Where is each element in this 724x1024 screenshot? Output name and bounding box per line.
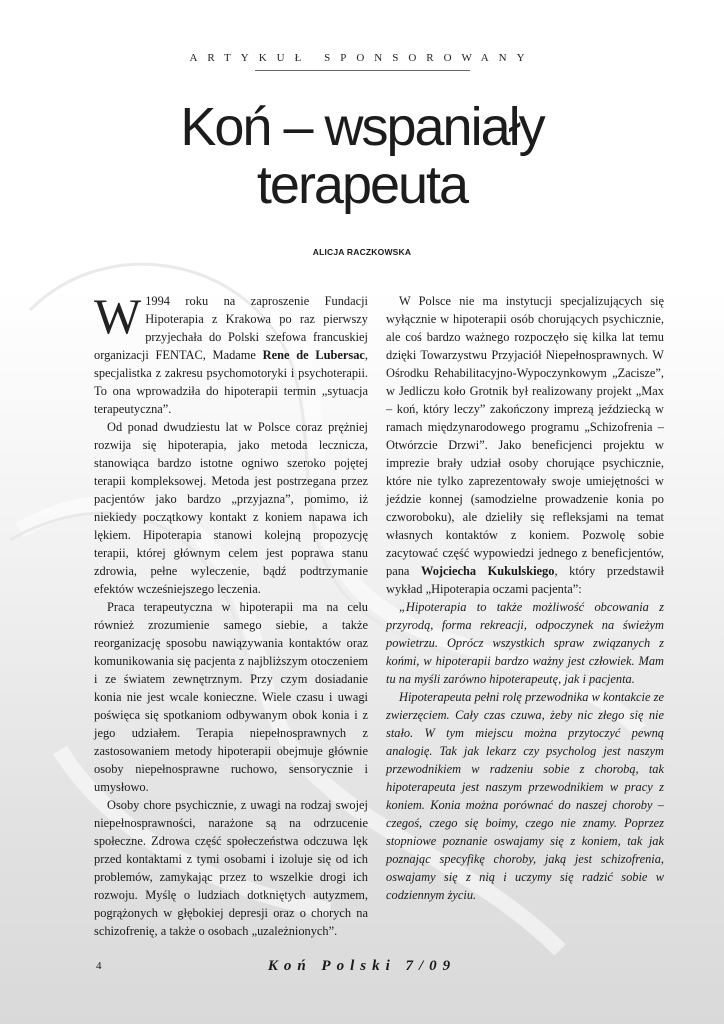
- paragraph: [94, 288, 368, 418]
- title-line-1: Koń – wspaniały: [180, 97, 544, 157]
- page-number: 4: [96, 960, 102, 972]
- person-name: Rene de Lubersac: [262, 348, 365, 362]
- quote-paragraph: Hipoterapeuta pełni rolę przewodnika w kontakcie ze zwierzęciem. Cały czas czuwa, żeby nic złego się nie stało. W tym miejscu można przytoczyć pewną analogię. Tak jak lekarz czy psycholog jest naszym przewodnikiem w radzeniu sobie z chorobą, tak hipoterapeuta jest naszym przewodnikiem w pracy z koniem. Konia można porównać do naszej choroby – czegoś, czego się boimy, czego nie znamy. Poprzez stopniowe poznanie oswajamy się z koniem, tak jak poznając specyfikę choroby, jaką jest schizofrenia, oswajamy się z nią i uczymy się radzić sobie w codziennym życiu.: [386, 690, 664, 902]
- paragraph-text: 1994 roku na zaproszenie Fundacji Hipoterapia z Krakowa po raz pierwszy przyjechała do Polski szefowa francuskiej organizacji FENTAC, Madame: [94, 294, 368, 362]
- quote-paragraph: „Hipoterapia to także możliwość obcowania z przyrodą, forma rekreacji, odpoczynek na świeżym powietrzu. Oprócz wszystkich spraw związanych z końmi, w hipoterapii bardzo ważny jest człowiek. Mam tu na myśli zarówno hipoterapeutę, jak i pacjenta.: [386, 600, 664, 686]
- kicker-divider: [255, 70, 470, 71]
- section-kicker: ARTYKUŁ SPONSOROWANY: [189, 52, 535, 64]
- paragraph: Praca terapeutyczna w hipoterapii ma na celu również zrozumienie samego siebie, a także reorganizację sposobu nawiązywania kontaktów oraz komunikowania się pacjenta z najbliższym otoczeniem i ze światem zewnętrznym. Przy czym dosiadanie konia nie jest wcale konieczne. Wiele czasu i uwagi poświęca się spotkaniom odbywanym obok konia i z jego udziałem. Terapia niepełnosprawnych z zastosowaniem metody hipoterapii obejmuje głównie osoby niepełnosprawne ruchowo, sensorycznie i umysłowo.: [94, 600, 368, 794]
- article-title: [0, 98, 724, 214]
- right-column: [386, 292, 664, 904]
- paragraph-text: , specjalistka z zakresu psychomotoryki i psychoterapii. To ona wprowadziła do hipoterapii termin „sytuacja terapeutyczna”.: [94, 348, 368, 416]
- title-line-2: terapeuta: [256, 155, 468, 215]
- magazine-footer: Koń Polski 7/09: [267, 958, 457, 974]
- left-column: [94, 288, 368, 940]
- paragraph-text: W Polsce nie ma instytucji specjalizujących się wyłącznie w hipoterapii osób chorujących psychicznie, ale coś bardzo ważnego rozpoczęło się kilka lat temu dzięki Towarzystwu Przyjaciół Niepełnosprawnych. W Ośrodku Rehabilitacyjno-Wypoczynkowym „Zacisze”, w Jedliczu koło Grotnik był realizowany projekt „Max – koń, który leczy” zakończony imprezą jeździecką w ramach międzynarodowego programu „Schizofrenia – Otwórzcie Drzwi”. Jako beneficjenci projektu w imprezie brały udział osoby chorujące psychicznie, które nie tylko zaprezentowały swoje umiejętności w jeździe konnej (samodzielne prowadzenie konia po czworoboku), ale dzieliły się refleksjami na temat własnych kontaktów z koniem. Pozwolę sobie zacytować część wypowiedzi jednego z beneficjentów, pana: [386, 294, 664, 578]
- paragraph-text: , który przedstawił wykład „Hipoterapia oczami pacjenta”:: [386, 564, 664, 596]
- dropcap: W: [94, 288, 142, 344]
- paragraph: [386, 292, 664, 598]
- article-author: ALICJA RACZKOWSKA: [312, 247, 412, 257]
- paragraph: Osoby chore psychicznie, z uwagi na rodzaj swojej niepełnosprawności, narażone są na odrzucenie społeczne. Zdrowa część społeczeństwa odczuwa lęk przed kontaktami z tymi osobami i izoluje się od ich problemów, zamykając przez to wszelkie drogi ich rozwoju. Myślę o ludziach dotkniętych autyzmem, pogrążonych w głębokiej depresji oraz o chorych na schizofrenię, a także o osobach „uzależnionych”.: [94, 798, 368, 938]
- paragraph: Od ponad dwudziestu lat w Polsce coraz prężniej rozwija się hipoterapia, jako metoda lecznicza, stanowiąca bardzo istotne ogniwo szeroko pojętej terapii kompleksowej. Metoda jest postrzegana przez pacjentów jako bardzo „przyjazna”, pomimo, iż niekiedy początkowy kontakt z koniem napawa ich lękiem. Hipoterapia stanowi kolejną propozycję terapii, której głównym celem jest poprawa stanu zdrowia, pełne wyleczenie, bądź podtrzymanie efektów wcześniejszego leczenia.: [94, 420, 368, 596]
- person-name: Wojciecha Kukulskiego: [420, 564, 555, 578]
